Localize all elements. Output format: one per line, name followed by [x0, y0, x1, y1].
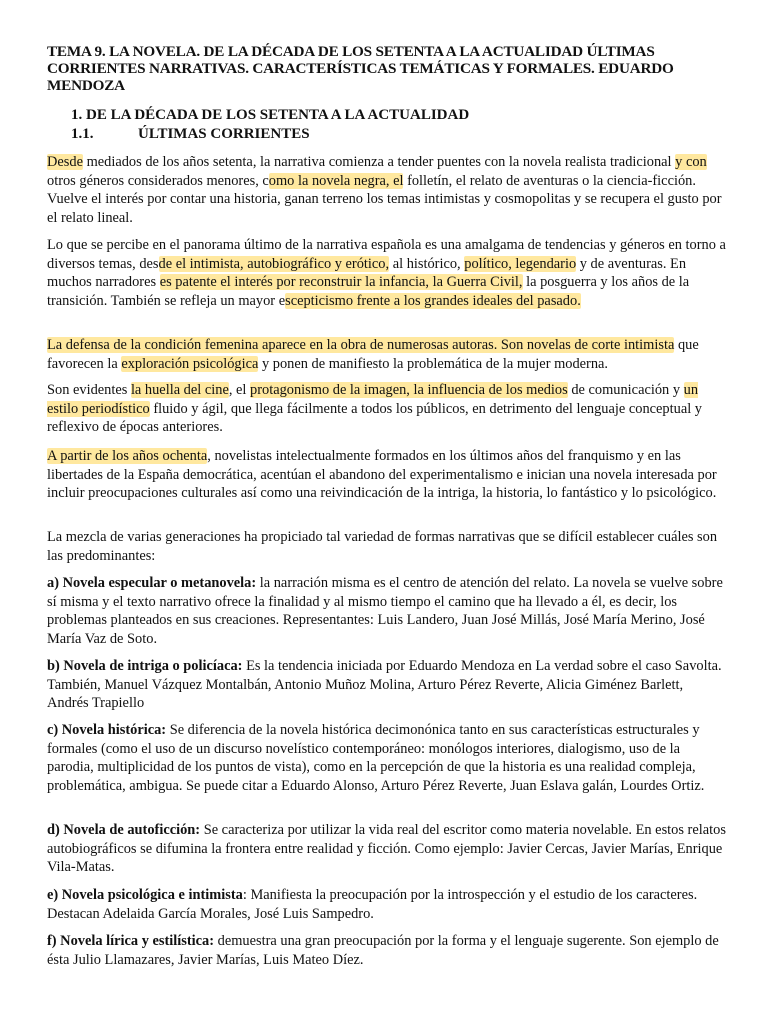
item-text: la narración misma es el centro de atención del relato. La novela se vuelve sobre sí misma y el texto narrativo ofrece la finalidad y al mismo tiempo el camino que ha llevado a él, es decir, los problemas planteados en sus creaciones. Representantes: Luis Landero, Juan José Millás, José María Merino, José María Vaz de Soto.: [47, 575, 723, 647]
text-run: folletín, el relato de aventuras o la ciencia-ficción. Vuelve el interés por contar una historia, ganan terreno los temas intimistas y cosmopolitas y se recupera el gusto por el relato lineal.: [47, 172, 722, 226]
highlight: y con: [675, 154, 707, 170]
text-run: mediados de los años setenta, la narrativa comienza a tender puentes con la novela realista tradicional: [82, 154, 676, 170]
paragraph-intro: [47, 153, 727, 227]
paragraph-mezcla: La mezcla de varias generaciones ha propiciado tal variedad de formas narrativas que se difícil establecer cuáles son las predominantes:: [47, 529, 718, 564]
text-run: , novelistas intelectualmente formados en los últimos años del franquismo y en las libertades de la España democrática, acentúan el abandono del experimentalismo e inician una novela interesada por incluir preocupaciones culturales así como una reivindicación de la intriga, la historia, lo fantástico y lo psicológico.: [47, 448, 717, 501]
paragraph-cine: [47, 381, 727, 437]
highlight: es patente el interés por reconstruir la infancia, la Guerra Civil,: [159, 274, 523, 290]
list-item-policiaca: [47, 657, 727, 713]
text-run: Lo que se percibe en el panorama último de la narrativa española es una amalgama de tendencias y géneros en torno a diversos temas, des: [47, 237, 726, 272]
text-run: y ponen de manifiesto la problemática de la mujer moderna.: [258, 355, 609, 372]
text-run: al histórico,: [389, 255, 465, 272]
list-item-metanovela: [47, 574, 727, 648]
subsection-heading: [71, 126, 310, 143]
item-label: d) Novela de autoficción:: [47, 822, 201, 838]
paragraph-panorama: [47, 236, 727, 310]
item-text: Es la tendencia iniciada por Eduardo Mendoza en La verdad sobre el caso Savolta. También, Manuel Vázquez Montalbán, Antonio Muñoz Molina, Arturo Pérez Reverte, Alicia Giménez Barlett, Andrés Trapiello: [47, 658, 722, 711]
item-text: demuestra una gran preocupación por la forma y el lenguaje sugerente. Son ejemplo de ésta Julio Llamazares, Javier Marías, Luis Mateo Díez.: [47, 933, 719, 968]
highlight: scepticismo frente a los grandes ideales del pasado.: [285, 292, 581, 309]
paragraph-ochenta: [47, 447, 727, 503]
text-run: la posguerra y los años de la transición. También se refleja un mayor e: [47, 274, 690, 309]
item-text: : Manifiesta la preocupación por la introspección y el estudio de los caracteres. Destacan Adelaida García Morales, José Luis Sampedro.: [47, 887, 698, 922]
text-run: de comunicación y: [567, 382, 684, 398]
highlight: protagonismo de la imagen, la influencia de los medios: [250, 382, 568, 398]
highlight: omo la novela negra, el: [268, 172, 404, 189]
highlight: un estilo periodístico: [47, 382, 699, 417]
highlight: la huella del cine: [130, 382, 229, 398]
item-text: Se caracteriza por utilizar la vida real del escritor como materia novelable. En estos relatos autobiográficos se difumina la frontera entre realidad y ficción. Como ejemplo: Javier Cercas, Javier Marías, Enrique Vila-Matas.: [47, 822, 726, 875]
item-label: a) Novela especular o metanovela:: [47, 575, 257, 591]
highlight: Desde: [47, 154, 83, 170]
text-run: otros géneros considerados menores, c: [47, 172, 269, 189]
highlight: exploración psicológica: [121, 355, 259, 372]
list-item-historica: [47, 721, 727, 795]
item-label: e) Novela psicológica e intimista: [47, 887, 243, 903]
list-item-autoficcion: [47, 821, 727, 877]
text-run: que favorecen la: [47, 337, 699, 372]
item-text: Se diferencia de la novela histórica decimonónica tanto en sus características estructurales y formales (como el uso de un discurso novelístico contemporáneo: monólogos interiores, dialogismo, uso de la parodia, multiplicidad de los puntos de vista), como en la percepción de que la historia es una realidad compleja, problemática, ambigua. Se puede citar a Eduardo Alonso, Arturo Pérez Reverte, Juan Eslava galán, Lourdes Ortiz.: [47, 722, 705, 794]
item-label: f) Novela lírica y estilística:: [47, 933, 215, 949]
section-heading: 1. DE LA DÉCADA DE LOS SETENTA A LA ACTUALIDAD: [71, 107, 470, 123]
subsection-number: 1.1.: [71, 126, 94, 142]
highlight: político, legendario: [464, 255, 577, 272]
highlight: A partir de los años ochenta: [47, 448, 208, 464]
text-run: y de aventuras. En muchos narradores: [47, 255, 687, 290]
item-label: b) Novela de intriga o policíaca:: [47, 658, 243, 674]
text-run: fluido y ágil, que llega fácilmente a todos los públicos, en detrimento del lenguaje conceptual y reflexivo de épocas anteriores.: [47, 400, 702, 435]
highlight: La defensa de la condición femenina aparece en la obra de numerosas autoras. Son novelas de corte intimista: [47, 337, 675, 353]
document-title: TEMA 9. LA NOVELA. DE LA DÉCADA DE LOS SETENTA A LA ACTUALIDAD ÚLTIMAS CORRIENTES NARRATIVAS. CARACTERÍSTICAS TEMÁTICAS Y FORMALES. EDUARDO MENDOZA: [47, 43, 674, 94]
item-label: c) Novela histórica:: [47, 722, 167, 738]
text-run: , el: [228, 382, 251, 398]
list-item-lirica: [47, 932, 727, 969]
highlight: de el intimista, autobiográfico y erótico,: [158, 255, 390, 272]
subsection-title: ÚLTIMAS CORRIENTES: [138, 126, 310, 142]
paragraph-femenina: [47, 336, 727, 373]
list-item-psicologica: [47, 886, 727, 923]
text-run: Son evidentes: [47, 382, 131, 398]
